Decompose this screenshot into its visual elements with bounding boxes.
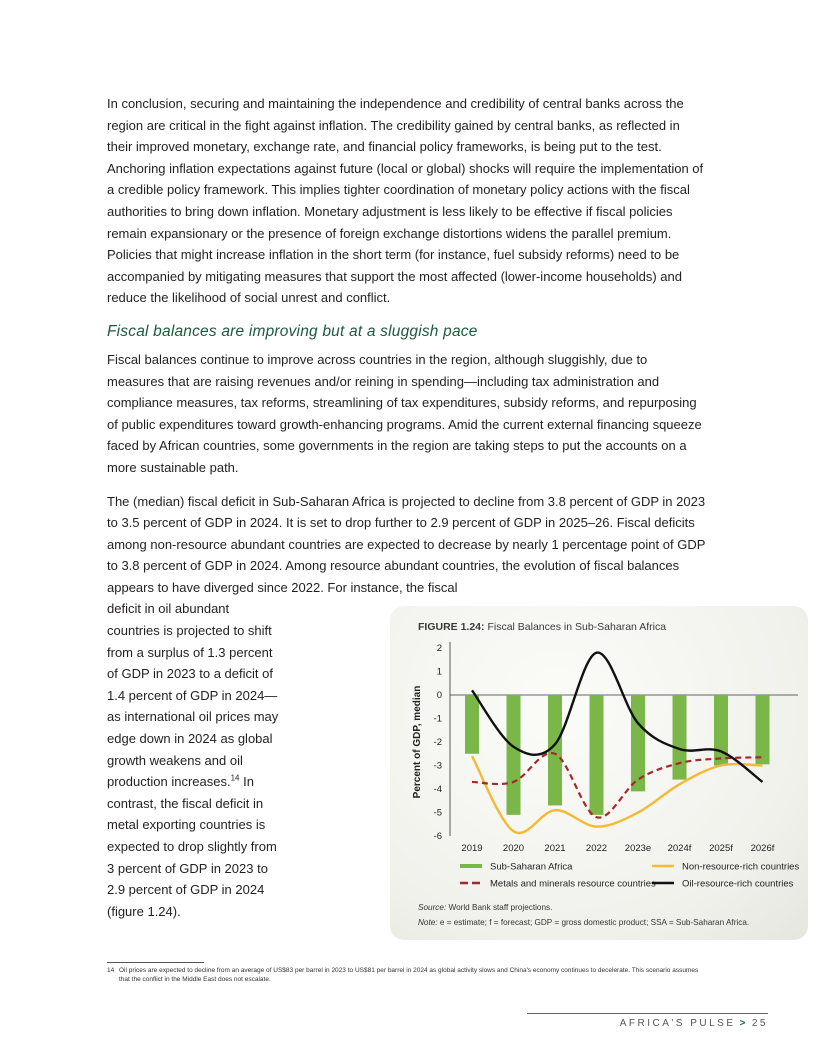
- bar-2020: [507, 695, 521, 815]
- figure-source: Source: World Bank staff projections.: [418, 903, 553, 913]
- footer-arrow-icon: >: [739, 1018, 748, 1029]
- fiscal-balance-chart: [390, 606, 808, 940]
- x-tick-label: 2024f: [667, 843, 692, 855]
- y-tick-label: -2: [433, 737, 442, 749]
- x-tick-label: 2021: [544, 843, 566, 855]
- x-tick-label: 2022: [585, 843, 608, 855]
- footnote-number: 14: [107, 967, 115, 974]
- paragraph-fiscal-deficit-column: [107, 598, 285, 922]
- footnote: [107, 966, 707, 984]
- y-tick-label: -3: [433, 760, 442, 772]
- y-tick-label: 1: [436, 666, 442, 678]
- bar-2019: [465, 695, 479, 754]
- y-tick-label: -1: [433, 713, 442, 725]
- x-tick-label: 2023e: [624, 843, 652, 855]
- x-tick-label: 2026f: [750, 843, 775, 855]
- figure-box: [390, 606, 808, 940]
- y-axis-label: Percent of GDP, median: [412, 686, 423, 799]
- y-tick-label: 0: [436, 690, 442, 702]
- paragraph-fiscal-deficit: The (median) fiscal deficit in Sub-Saharan Africa is projected to decline from 3.8 percent of GDP in 2023 to 3.5 percent of GDP in 2024. It is set to drop further to 2.9 percent of GDP in 2025–26. Fiscal deficits among non-resource abundant countries are expected to decrease by nearly 1 percentage point of GDP to 3.8 percent of GDP in 2024. Among resource abundant countries, the evolution of fiscal balances appears to have diverged since 2022. For instance, the fiscal: [107, 493, 706, 595]
- legend-label: Non-resource-rich countries: [682, 861, 800, 873]
- page-number: 25: [751, 1018, 768, 1029]
- footnote-text: Oil prices are expected to decline from an average of US$83 per barrel in 2023 to US$81 per barrel in 2024 as global activity slows and China's economy continues to decelerate. This scenario assumes that the conflict in the Middle East does not escalate.: [119, 967, 699, 983]
- section-heading: Fiscal balances are improving but at a sluggish pace: [107, 322, 478, 340]
- column-text: deficit in oil abundant countries is projected to shift from a surplus of 1.3 percent of GDP in 2023 to a deficit of 1.4 percent of GDP in 2024—as international oil prices may edge down in 2024 as global growth weakens and oil production increases.: [107, 601, 279, 790]
- y-tick-label: -5: [433, 807, 442, 819]
- figure-label: FIGURE 1.24:: [418, 621, 485, 634]
- publication-name: AFRICA'S PULSE: [619, 1018, 736, 1029]
- figure-note: Note: e = estimate; f = forecast; GDP = gross domestic product; SSA = Sub-Saharan Africa.: [418, 918, 750, 928]
- y-tick-label: 2: [436, 643, 442, 655]
- bar-2026f: [756, 695, 770, 764]
- y-tick-label: -4: [433, 784, 442, 796]
- figure-title-text: Fiscal Balances in Sub-Saharan Africa: [487, 621, 667, 634]
- x-tick-label: 2020: [502, 843, 525, 855]
- legend-label: Oil-resource-rich countries: [682, 878, 794, 890]
- footer-divider: [527, 1013, 768, 1014]
- page-footer: [620, 1018, 768, 1029]
- footnote-divider: [107, 962, 204, 963]
- footnote-ref[interactable]: 14: [230, 773, 240, 783]
- x-tick-label: 2025f: [709, 843, 733, 855]
- bar-2022: [590, 695, 604, 815]
- paragraph-central-banks: In conclusion, securing and maintaining the independence and credibility of central banks across the region are critical in the fight against inflation. The credibility gained by central banks, as reflected in their improved monetary, exchange rate, and financial policy frameworks, is being put to the test. Anchoring inflation expectations against future (local or global) shocks will require the implementation of a credible policy framework. This implies tighter coordination of monetary policy actions with the fiscal authorities to bring down inflation. Monetary adjustment is less likely to be effective if fiscal policies remain expansionary or the presence of foreign exchange distortions widens the parallel premium. Policies that might increase inflation in the short term (for instance, fuel subsidy reforms) need to be accompanied by mitigating measures that support the most affected (lower-income households) and reduce the likelihood of social unrest and conflict.: [107, 96, 704, 306]
- legend-label: Sub-Saharan Africa: [490, 861, 573, 873]
- column-text: In contrast, the fiscal deficit in metal exporting countries is expected to drop slightly from 3 percent of GDP in 2023 to 2.9 percent of GDP in 2024 (figure 1.24).: [107, 774, 277, 919]
- x-tick-label: 2019: [461, 843, 483, 855]
- paragraph-fiscal-balances: Fiscal balances continue to improve across countries in the region, although sluggishly, due to measures that are raising revenues and/or reining in spending—including tax administration and compliance measures, tax reforms, streamlining of tax expenditures, subsidy reforms, and repurposing of public expenditures toward growth-enhancing programs. Amid the current external financing squeeze faced by African countries, some governments in the region are taking steps to put the accounts on a more sustainable path.: [107, 351, 702, 475]
- legend-label: Metals and minerals resource countries: [490, 878, 656, 890]
- body-text: [107, 93, 800, 940]
- y-tick-label: -6: [433, 831, 442, 843]
- bar-2024f: [673, 695, 687, 780]
- column-and-figure: [107, 598, 800, 940]
